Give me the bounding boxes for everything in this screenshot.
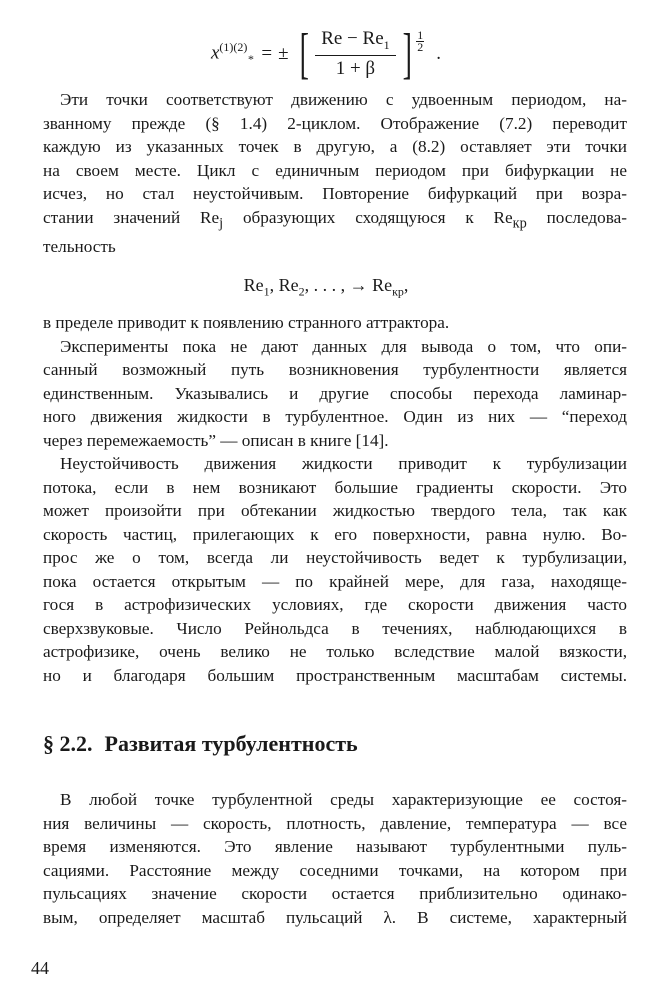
formula-sup: (1)(2) [219, 40, 248, 55]
exponent-num: 1 [417, 28, 424, 42]
text-line: тельность [43, 237, 116, 257]
text-line: ного движения жидкости в турбулентное. Один из них — “переход [43, 407, 627, 426]
text-line: время изменяются. Это явление называют турбулентными пуль- [43, 837, 627, 856]
text-line: сациями. Расстояние между соседними точками, на котором при [43, 860, 627, 880]
text-line: Эксперименты пока не дают данных для вывода о том, что опи- [60, 336, 627, 356]
formula-plus-minus: ± [278, 43, 289, 64]
text-line: скорость частиц, прилегающих к его поверхности, равна нулю. Во- [43, 524, 627, 544]
left-bracket: [ [299, 23, 309, 85]
numerator-re: Re [321, 28, 343, 50]
seq-end: , [403, 275, 409, 295]
seq-sub: кр [392, 284, 404, 299]
text-line: ния величины — скорость, плотность, давление, температура — все [43, 813, 627, 833]
fraction-numerator [315, 28, 395, 56]
text-line: может произойти при обтекании жидкостью твердого тела, так как [43, 501, 627, 520]
text-line: санный возможный путь возникновения турбулентности является [43, 360, 627, 379]
text-line: каждую из указанных точек в другую, а (8.2) оставляет эти точки [43, 137, 627, 156]
text-line: исчез, но стал неустойчивым. Повторение бифуркаций при возра- [43, 184, 627, 203]
subscript: j [219, 214, 224, 231]
seq-sep: , [269, 275, 279, 295]
formula-fraction [315, 28, 395, 80]
text-line: через перемежаемость” — описан в книге [14]. [43, 430, 389, 450]
formula-sequence [0, 275, 652, 300]
numerator-minus: − [347, 28, 358, 50]
text-line: прос же о том, всегда ли неустойчивость ведет к турбулизации, [43, 548, 627, 567]
section-number: § 2.2. [43, 731, 93, 756]
text-line: Эти точки соответствуют движению с удвоенным периодом, на- [60, 90, 627, 109]
text-line: вым, определяет масштаб пульсаций λ. В системе, характерный [43, 907, 627, 927]
formula-sub: * [247, 52, 254, 67]
text-line: единственным. Указывались и другие способы перехода ламинар- [43, 383, 627, 403]
text-line: гося в астрофизических условиях, где скорости движения часто [43, 595, 627, 614]
text-line: пока остается открытым — по крайней мере, для газа, находяще- [43, 571, 627, 591]
text-line: потока, если в нем возникают большие градиенты скорости. Это [43, 477, 627, 497]
seq-re: Re [278, 275, 299, 295]
seq-sub: 2 [298, 284, 305, 299]
exponent-den: 2 [417, 40, 424, 54]
paragraph-3 [43, 452, 627, 687]
page-number: 44 [31, 958, 49, 978]
subscript: кр [512, 214, 527, 231]
text-frag: стании значений Re [43, 207, 220, 227]
text-line: званному прежде (§ 1.4) 2-циклом. Отображение (7.2) переводит [43, 113, 627, 133]
numerator-re1: Re [362, 28, 384, 50]
section-title-text: Развитая турбулентность [104, 731, 358, 756]
text-line: астрофизике, очень велико не только вследствие малой вязкости, [43, 642, 627, 661]
text-frag: образующих сходящуюся к Re [223, 207, 513, 227]
paragraph-1 [43, 88, 627, 259]
formula-exponent [416, 30, 424, 53]
formula-equals: = [261, 43, 273, 64]
formula-var: x [210, 42, 220, 64]
seq-sub: 1 [263, 284, 270, 299]
seq-mid: , . . . , → [304, 275, 373, 295]
text-line: но и благодаря большим пространственным масштабам системы. [43, 665, 627, 685]
paragraph-4 [43, 788, 627, 929]
seq-re: Re [372, 275, 393, 295]
formula-top [0, 23, 652, 85]
seq-re: Re [243, 275, 264, 295]
right-bracket: ] [402, 23, 412, 85]
text-line: пульсациях значение скорости остается приблизительно одинако- [43, 884, 627, 903]
formula-period: . [436, 43, 442, 64]
text-line: на своем месте. Цикл с единичным периодом при бифуркации не [43, 160, 627, 180]
section-heading [43, 731, 358, 757]
text-line: сверхзвуковые. Число Рейнольдса в течениях, наблюдающихся в [43, 618, 627, 638]
formula-lhs [211, 40, 253, 67]
text-line: В любой точке турбулентной среды характеризующие ее состоя- [60, 790, 627, 809]
text-line: в пределе приводит к появлению странного аттрактора. [43, 313, 450, 332]
text-line: Неустойчивость движения жидкости приводит к турбулизации [60, 454, 627, 473]
text-line [43, 206, 627, 236]
text-frag: последова- [526, 207, 627, 227]
numerator-sub: 1 [383, 37, 390, 52]
paragraph-2 [43, 311, 627, 452]
fraction-denominator: 1 + β [335, 57, 376, 79]
